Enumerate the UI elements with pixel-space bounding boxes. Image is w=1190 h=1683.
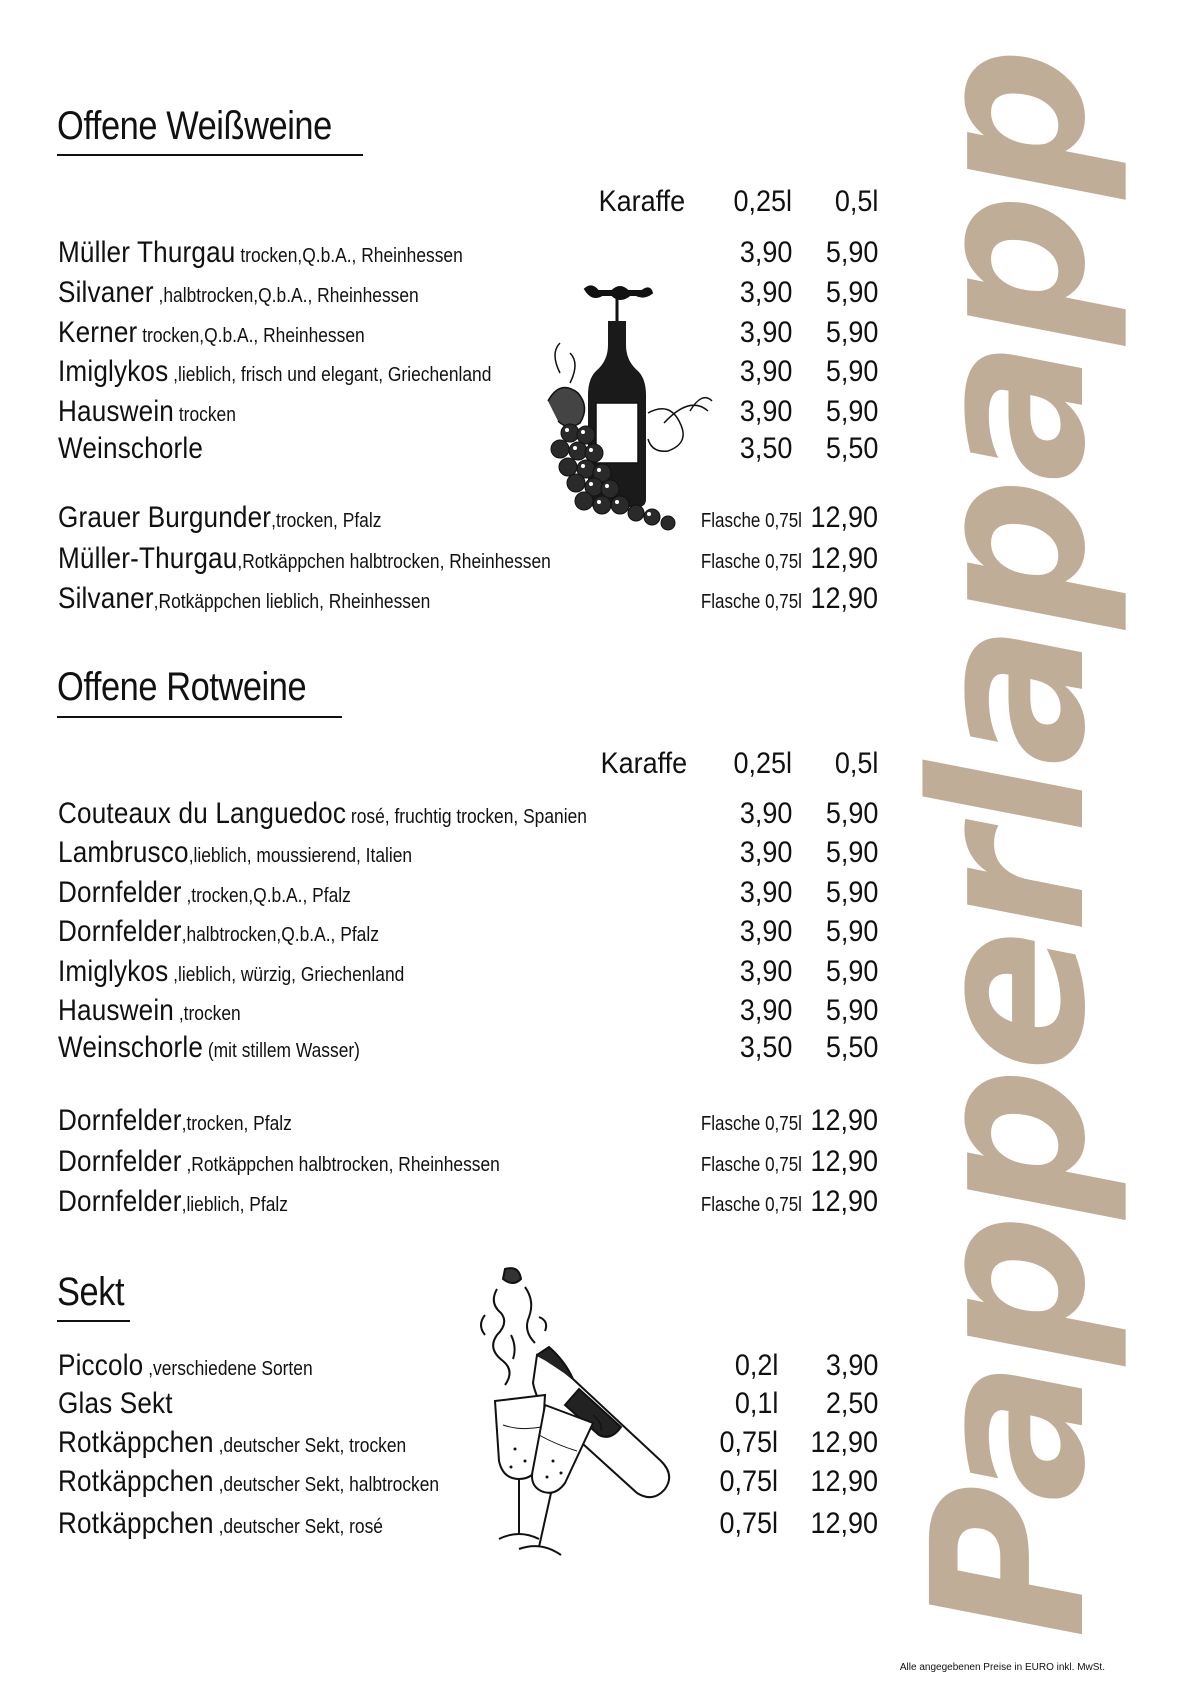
menu-row bbox=[0, 232, 1190, 268]
bottle-size: Flasche 0,75l bbox=[700, 1194, 802, 1216]
price-025: 3,90 bbox=[739, 316, 792, 349]
sekt-size: 0,75l bbox=[719, 1426, 778, 1459]
col-header-05: 0,5l bbox=[834, 185, 878, 218]
item-name: Rotkäppchen bbox=[58, 1465, 214, 1498]
price-025: 3,90 bbox=[739, 836, 792, 869]
title-underline bbox=[57, 1320, 130, 1322]
price-05: 5,90 bbox=[825, 836, 878, 869]
sekt-size: 0,2l bbox=[734, 1349, 778, 1382]
col-header-05: 0,5l bbox=[834, 747, 878, 780]
section-title-weissweine: Offene Weißweine bbox=[57, 104, 332, 148]
item-desc: ,Rotkäppchen halbtrocken, Rheinhessen bbox=[181, 1154, 500, 1176]
price-025: 3,90 bbox=[739, 797, 792, 830]
item-name: Glas Sekt bbox=[58, 1387, 173, 1420]
price-05: 5,90 bbox=[825, 994, 878, 1027]
item-desc: ,trocken,Q.b.A., Pfalz bbox=[181, 885, 351, 907]
price-05: 5,90 bbox=[825, 276, 878, 309]
item-name: Lambrusco bbox=[58, 836, 189, 869]
price-025: 3,50 bbox=[739, 1031, 792, 1064]
col-header-karaffe: Karaffe bbox=[598, 185, 685, 218]
price-05: 5,90 bbox=[825, 236, 878, 269]
item-desc: ,halbtrocken,Q.b.A., Rheinhessen bbox=[153, 285, 419, 307]
price-05: 5,90 bbox=[825, 797, 878, 830]
item-desc: trocken,Q.b.A., Rheinhessen bbox=[235, 245, 463, 267]
item-desc: ,lieblich, würzig, Griechenland bbox=[168, 964, 405, 986]
item-name: Weinschorle bbox=[58, 1031, 204, 1064]
price-025: 3,90 bbox=[739, 355, 792, 388]
item-name: Dornfelder bbox=[58, 1145, 182, 1178]
item-desc: ,lieblich, frisch und elegant, Griechenland bbox=[168, 364, 492, 386]
price-025: 3,90 bbox=[739, 915, 792, 948]
menu-row bbox=[0, 990, 1190, 1026]
menu-row bbox=[0, 1461, 1190, 1497]
price-05: 5,50 bbox=[825, 1031, 878, 1064]
price-025: 3,90 bbox=[739, 955, 792, 988]
item-name: Rotkäppchen bbox=[58, 1426, 214, 1459]
item-desc: ,trocken, Pfalz bbox=[181, 1113, 292, 1135]
price-05: 5,90 bbox=[825, 355, 878, 388]
price-025: 3,90 bbox=[739, 994, 792, 1027]
item-desc: ,verschiedene Sorten bbox=[143, 1358, 313, 1380]
item-name: Imiglykos bbox=[58, 955, 169, 988]
title-underline bbox=[57, 716, 342, 718]
price-025: 3,90 bbox=[739, 876, 792, 909]
sekt-price: 12,90 bbox=[810, 1465, 878, 1498]
bottle-row bbox=[0, 1141, 1190, 1177]
brand-wordmark: Papperlapapp bbox=[887, 51, 1132, 1639]
item-desc: ,lieblich, Pfalz bbox=[181, 1194, 288, 1216]
price-05: 5,90 bbox=[825, 316, 878, 349]
item-name: Imiglykos bbox=[58, 355, 169, 388]
sekt-size: 0,1l bbox=[734, 1387, 778, 1420]
item-name: Hauswein bbox=[58, 994, 175, 1027]
menu-row bbox=[0, 1503, 1190, 1539]
sekt-price: 2,50 bbox=[825, 1387, 878, 1420]
section-title-sekt: Sekt bbox=[57, 1270, 125, 1314]
bottle-size: Flasche 0,75l bbox=[700, 510, 802, 532]
item-name: Piccolo bbox=[58, 1349, 144, 1382]
item-desc: ,lieblich, moussierend, Italien bbox=[188, 845, 413, 867]
bottle-price: 12,90 bbox=[810, 1145, 878, 1178]
item-name: Kerner bbox=[58, 316, 138, 349]
section-title-rotweine: Offene Rotweine bbox=[57, 665, 307, 709]
menu-row bbox=[0, 872, 1190, 908]
item-desc: rosé, fruchtig trocken, Spanien bbox=[346, 806, 587, 828]
price-025: 3,50 bbox=[739, 432, 792, 465]
price-025: 3,90 bbox=[739, 276, 792, 309]
item-desc: ,deutscher Sekt, halbtrocken bbox=[213, 1474, 440, 1496]
item-desc: ,trocken bbox=[174, 1003, 241, 1025]
sekt-price: 12,90 bbox=[810, 1507, 878, 1540]
item-desc: trocken,Q.b.A., Rheinhessen bbox=[137, 325, 365, 347]
item-desc: ,deutscher Sekt, rosé bbox=[213, 1516, 383, 1538]
menu-row bbox=[0, 793, 1190, 829]
item-name: Müller Thurgau bbox=[58, 236, 236, 269]
bottle-price: 12,90 bbox=[810, 1185, 878, 1218]
footer-note: Alle angegebenen Preise in EURO inkl. MwSt. bbox=[899, 1662, 1105, 1673]
wine-bottle-grapes-icon bbox=[540, 283, 720, 543]
bottle-price: 12,90 bbox=[810, 582, 878, 615]
item-name: Müller-Thurgau bbox=[58, 542, 238, 575]
bottle-row bbox=[0, 1181, 1190, 1217]
item-desc: ,deutscher Sekt, trocken bbox=[213, 1435, 407, 1457]
menu-row bbox=[0, 951, 1190, 987]
price-05: 5,90 bbox=[825, 876, 878, 909]
sekt-price: 12,90 bbox=[810, 1426, 878, 1459]
item-name: Dornfelder bbox=[58, 876, 182, 909]
item-desc: (mit stillem Wasser) bbox=[203, 1040, 360, 1062]
price-05: 5,50 bbox=[825, 432, 878, 465]
menu-row bbox=[0, 1383, 1190, 1419]
menu-row bbox=[0, 832, 1190, 868]
item-desc: ,Rotkäppchen halbtrocken, Rheinhessen bbox=[237, 551, 551, 573]
bottle-size: Flasche 0,75l bbox=[700, 591, 802, 613]
item-name: Hauswein bbox=[58, 395, 175, 428]
price-05: 5,90 bbox=[825, 395, 878, 428]
title-underline bbox=[57, 154, 363, 156]
item-name: Couteaux du Languedoc bbox=[58, 797, 347, 830]
item-name: Weinschorle bbox=[58, 432, 204, 465]
col-header-025: 0,25l bbox=[733, 185, 792, 218]
price-025: 3,90 bbox=[739, 236, 792, 269]
menu-row bbox=[0, 1027, 1190, 1063]
bottle-price: 12,90 bbox=[810, 542, 878, 575]
item-name: Silvaner bbox=[58, 276, 154, 309]
price-025: 3,90 bbox=[739, 395, 792, 428]
col-header-025: 0,25l bbox=[733, 747, 792, 780]
bottle-row bbox=[0, 578, 1190, 614]
bottle-price: 12,90 bbox=[810, 1104, 878, 1137]
item-desc: trocken bbox=[174, 404, 236, 426]
col-header-karaffe: Karaffe bbox=[600, 747, 687, 780]
menu-row bbox=[0, 911, 1190, 947]
price-05: 5,90 bbox=[825, 955, 878, 988]
menu-row bbox=[0, 1422, 1190, 1458]
bottle-price: 12,90 bbox=[810, 501, 878, 534]
bottle-size: Flasche 0,75l bbox=[700, 551, 802, 573]
bottle-row bbox=[0, 1100, 1190, 1136]
sekt-price: 3,90 bbox=[825, 1349, 878, 1382]
menu-row bbox=[0, 1345, 1190, 1381]
sekt-size: 0,75l bbox=[719, 1465, 778, 1498]
item-name: Rotkäppchen bbox=[58, 1507, 214, 1540]
item-name: Grauer Burgunder bbox=[58, 501, 272, 534]
bottle-size: Flasche 0,75l bbox=[700, 1113, 802, 1135]
item-desc: ,trocken, Pfalz bbox=[271, 510, 382, 532]
bottle-size: Flasche 0,75l bbox=[700, 1154, 802, 1176]
bottle-row bbox=[0, 538, 1190, 574]
sekt-size: 0,75l bbox=[719, 1507, 778, 1540]
item-name: Dornfelder bbox=[58, 1185, 182, 1218]
item-name: Dornfelder bbox=[58, 1104, 182, 1137]
price-05: 5,90 bbox=[825, 915, 878, 948]
item-desc: ,Rotkäppchen lieblich, Rheinhessen bbox=[153, 591, 431, 613]
item-desc: ,halbtrocken,Q.b.A., Pfalz bbox=[181, 924, 379, 946]
item-name: Silvaner bbox=[58, 582, 154, 615]
item-name: Dornfelder bbox=[58, 915, 182, 948]
